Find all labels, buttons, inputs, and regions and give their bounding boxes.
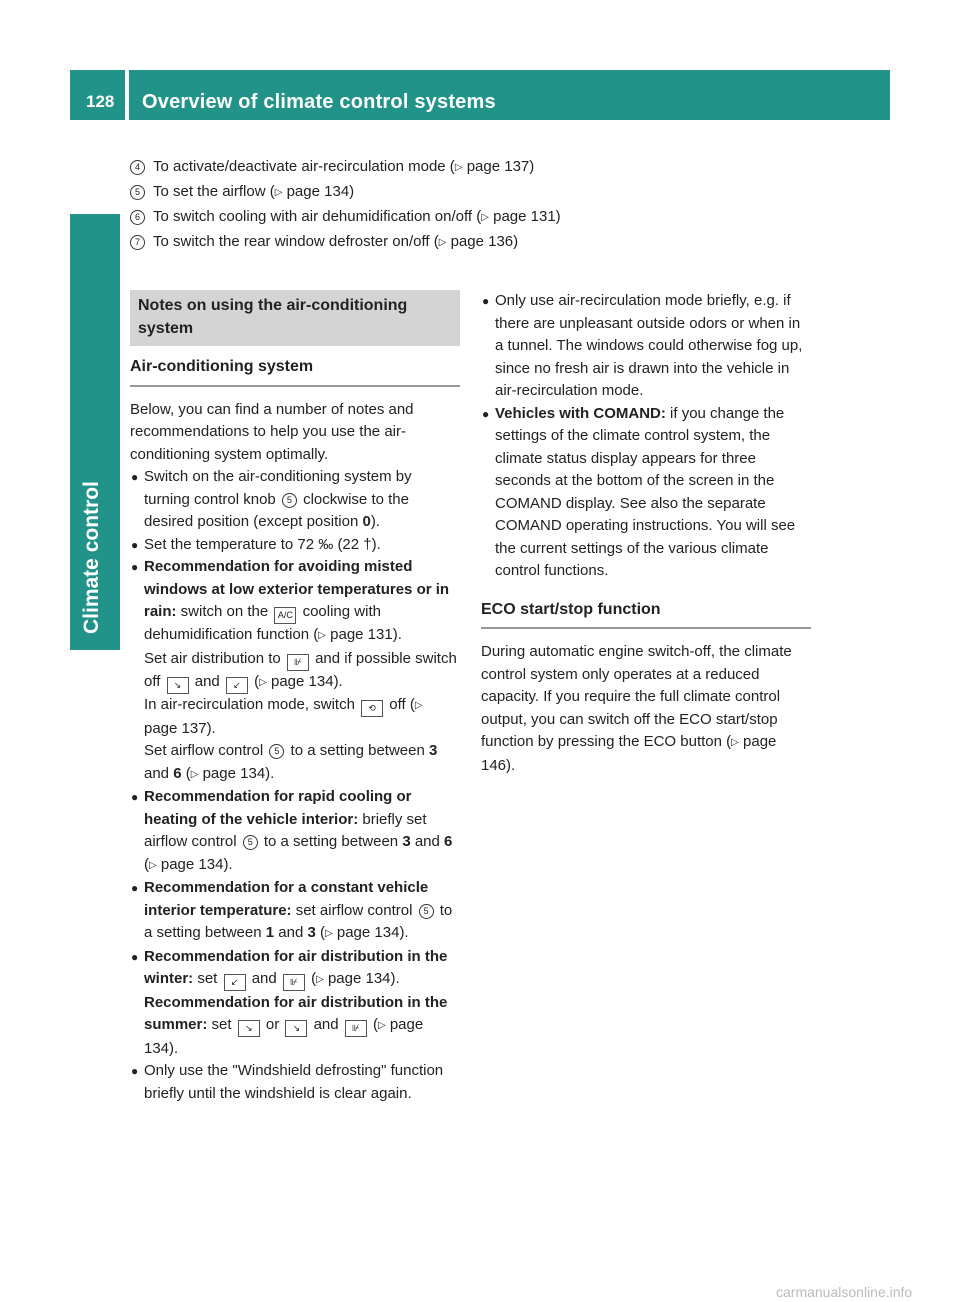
page-link[interactable]: page 134). — [271, 672, 343, 690]
windshield-airflow-icon: ⊮ — [283, 974, 305, 991]
legend-item: 7 To switch the rear window defroster on/off (▷ page 136) — [130, 229, 890, 254]
bullet-paragraph: Recommendation for air distribution in the summer: set ↘ or ↘ and ⊮ (▷ page 134). — [144, 993, 448, 1057]
callout-number: 7 — [130, 235, 145, 250]
bullet-item: ● Recommendation for a constant vehicle interior temperature: set airflow control 5 to a setting between 1 and 3 (▷ page 134). — [130, 877, 460, 946]
bullet-icon: ● — [131, 560, 139, 574]
page-ref-arrow-icon: ▷ — [149, 859, 157, 871]
chapter-tab — [70, 214, 120, 650]
bullet-icon: ● — [131, 537, 139, 552]
bullet-paragraph: Set airflow control 5 to a setting between 3 and 6 (▷ page 134). — [144, 740, 460, 786]
bullet-icon: ● — [131, 881, 139, 895]
page-link[interactable]: page 136) — [450, 233, 519, 250]
page-link[interactable]: page 134). — [202, 764, 275, 782]
page-ref-arrow-icon: ▷ — [377, 1020, 386, 1031]
bullet-icon: ● — [482, 294, 490, 308]
callout-number: 5 — [130, 185, 145, 200]
page-ref-arrow-icon: ▷ — [190, 768, 199, 780]
knob-callout: 5 — [419, 904, 434, 919]
page-ref-arrow-icon: ▷ — [318, 630, 326, 641]
center-vent-icon: ↘ — [238, 1020, 260, 1037]
page-ref-arrow-icon: ▷ — [316, 974, 324, 985]
legend-item: 6 To switch cooling with air dehumidification on/off (▷ page 131) — [130, 204, 890, 229]
knob-callout: 5 — [282, 493, 297, 508]
legend-item: 5 To set the airflow (▷ page 134) — [130, 179, 890, 204]
page-ref-arrow-icon: ▷ — [274, 187, 283, 198]
page-header — [70, 70, 890, 120]
chapter-label: Climate control — [80, 481, 103, 634]
page-link[interactable]: page 146). — [481, 733, 777, 774]
knob-callout: 5 — [243, 835, 258, 850]
center-vent-icon: ↘ — [285, 1020, 307, 1037]
page-ref-arrow-icon: ▷ — [414, 700, 423, 711]
legend-list — [130, 154, 890, 254]
center-vent-icon: ↘ — [167, 677, 189, 694]
legend-item: 4 To activate/deactivate air-recirculation mode (▷ page 137) — [130, 154, 890, 179]
page-ref-arrow-icon: ▷ — [438, 237, 447, 248]
bullet-icon: ● — [131, 470, 139, 484]
windshield-airflow-icon: ⊮ — [345, 1020, 367, 1037]
watermark: carmanualsonline.info — [776, 1284, 913, 1300]
subsection-title: Air-conditioning system — [130, 346, 460, 387]
right-column — [481, 290, 811, 777]
page-link[interactable]: page 134). — [327, 970, 400, 987]
page-link[interactable]: page 137). — [144, 719, 216, 737]
bullet-item: ● Switch on the air-conditioning system by turning control knob 5 clockwise to the desired position (except position 0). — [131, 468, 412, 530]
bullet-item: ● Only use air-recirculation mode briefly, e.g. if there are unpleasant outside odors or when in a tunnel. The windows could otherwise fog up, since no fresh air is drawn into the vehicle in air-recirculation mode. — [482, 292, 803, 399]
page-link[interactable]: page 134). — [144, 1016, 424, 1057]
left-column — [130, 290, 460, 1105]
bullet-paragraph: Set air distribution to ⊮ and if possible switch off ↘ and ↙ (▷ page 134). — [144, 648, 460, 695]
subsection-title: ECO start/stop function — [481, 593, 811, 630]
footwell-vent-icon: ↙ — [226, 677, 248, 694]
page-ref-arrow-icon: ▷ — [481, 212, 489, 223]
section-title: Notes on using the air-conditioning system — [130, 290, 460, 346]
bullet-item: ● Recommendation for rapid cooling or heating of the vehicle interior: briefly set airflow control 5 to a setting between 3 and 6 (▷ page 134). — [130, 786, 460, 877]
callout-number: 6 — [130, 210, 145, 225]
page-link[interactable]: page 131). — [330, 626, 402, 643]
ac-button-icon: A/C — [274, 607, 296, 624]
page-number: 128 — [86, 92, 115, 111]
bullet-item: ● Vehicles with COMAND: if you change the settings of the climate control system, the climate status display appears for three seconds at the bottom of the screen in the COMAND display. See also the separate COMAND operating instructions. You will see the current settings of the various climate control functions. — [482, 404, 796, 579]
page-link[interactable]: page 134). — [336, 924, 409, 941]
page-link[interactable]: page 131) — [493, 208, 561, 225]
bullet-paragraph: In air-recirculation mode, switch ⟲ off (▷ page 137). — [144, 696, 423, 737]
recirculation-icon: ⟲ — [361, 700, 383, 717]
footwell-vent-icon: ↙ — [224, 974, 246, 991]
windshield-airflow-icon: ⊮ — [287, 654, 309, 671]
page-ref-arrow-icon: ▷ — [325, 928, 333, 939]
header-divider — [125, 70, 129, 120]
page-ref-arrow-icon: ▷ — [731, 737, 739, 748]
bullet-icon: ● — [131, 1064, 139, 1078]
bullet-item: ● Set the temperature to 72 ‰ (22 †). — [130, 534, 460, 557]
callout-number: 4 — [130, 160, 145, 175]
knob-callout: 5 — [269, 744, 284, 759]
bullet-icon: ● — [131, 790, 139, 804]
page-link[interactable]: page 137) — [466, 158, 535, 175]
bullet-icon: ● — [482, 406, 490, 421]
page-title: Overview of climate control systems — [142, 91, 496, 113]
page-link[interactable]: page 134). — [160, 855, 233, 873]
bullet-icon: ● — [131, 949, 139, 964]
bullet-item: ● Recommendation for avoiding misted windows at low exterior temperatures or in rain: switch on the A/C cooling with dehumidification function (▷ page 131). Set air distribution to ⊮ and if possible switch off ↘ and ↙ (▷ page 134). In air-recirculation mode, switch ⟲ off (▷ page 137). Set airflow control 5 to a setting between 3 and 6 (▷ page 134). — [130, 556, 460, 786]
page-ref-arrow-icon: ▷ — [454, 162, 463, 173]
page-ref-arrow-icon: ▷ — [259, 676, 267, 688]
eco-paragraph: During automatic engine switch-off, the climate control system only operates at a reduced capacity. If you require the full climate control output, you can switch off the ECO start/stop function by pressing the ECO button (▷ page 146). — [481, 643, 792, 774]
page-link[interactable]: page 134) — [286, 183, 355, 200]
bullet-item: ● Only use the "Windshield defrosting" function briefly until the windshield is clear again. — [131, 1062, 444, 1102]
intro-paragraph: Below, you can find a number of notes and recommendations to help you use the air-conditioning system optimally. — [130, 400, 414, 463]
bullet-item: ● Recommendation for air distribution in the winter: set ↙ and ⊮ (▷ page 134). Recommendation for air distribution in the summer: set ↘ or ↘ and ⊮ (▷ page 134). — [130, 946, 460, 1061]
